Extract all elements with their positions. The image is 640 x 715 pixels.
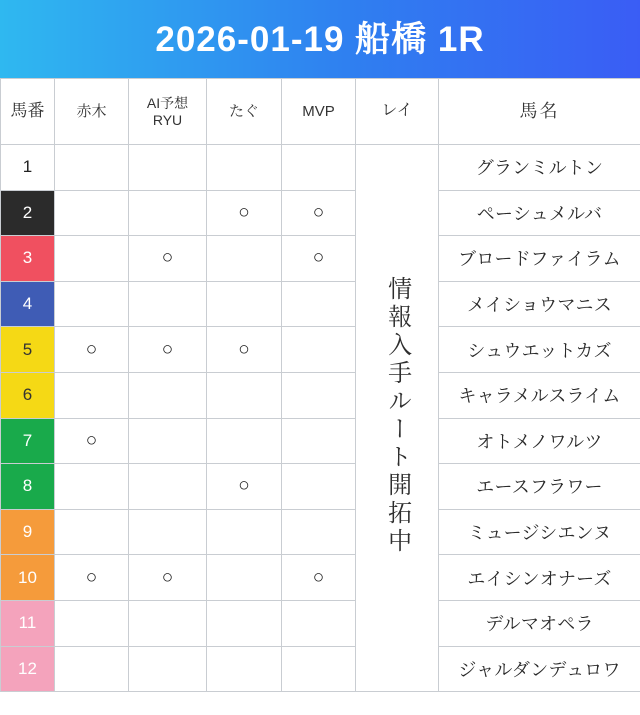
rei-notice-text: 情報入手ルート開拓中: [383, 276, 411, 557]
horse-number-cell: 3: [1, 236, 55, 282]
table-row: [1, 145, 640, 191]
horse-number-cell: 11: [1, 600, 55, 646]
table-row: [1, 464, 640, 510]
horse-name-cell: デルマオペラ: [439, 600, 640, 646]
table-row: [1, 327, 640, 373]
ai-ryu-mark-cell: [129, 646, 207, 692]
table-body: [1, 145, 640, 692]
column-horse-name: [439, 79, 640, 145]
horse-number-cell: 7: [1, 418, 55, 464]
mvp-mark-cell: [282, 646, 356, 692]
akagi-mark-cell: [55, 372, 129, 418]
tagu-mark-cell: [207, 418, 282, 464]
table-row: [1, 555, 640, 601]
mvp-mark-cell: [282, 509, 356, 555]
horse-number-cell: 10: [1, 555, 55, 601]
column-tagu: [207, 79, 282, 145]
column-akagi-label: 赤木: [76, 102, 107, 120]
mvp-mark-cell: [282, 327, 356, 373]
horse-name-cell: ペーシュメルバ: [439, 190, 640, 236]
horse-number-cell: 12: [1, 646, 55, 692]
ai-ryu-mark-cell: [129, 372, 207, 418]
horse-name-cell: グランミルトン: [439, 145, 640, 191]
rei-notice-cell: [356, 145, 439, 692]
table-row: [1, 600, 640, 646]
horse-number-cell: 8: [1, 464, 55, 510]
ai-ryu-mark-cell: ○: [129, 236, 207, 282]
mvp-mark-cell: [282, 372, 356, 418]
table-row: [1, 236, 640, 282]
table-row: [1, 190, 640, 236]
tagu-mark-cell: [207, 236, 282, 282]
table-row: [1, 372, 640, 418]
horse-name-cell: ブロードファイラム: [439, 236, 640, 282]
ai-ryu-mark-cell: [129, 418, 207, 464]
tagu-mark-cell: [207, 600, 282, 646]
akagi-mark-cell: [55, 281, 129, 327]
akagi-mark-cell: [55, 509, 129, 555]
tagu-mark-cell: [207, 372, 282, 418]
mvp-mark-cell: ○: [282, 190, 356, 236]
column-mvp-label: MVP: [302, 102, 335, 120]
akagi-mark-cell: ○: [55, 418, 129, 464]
ai-ryu-mark-cell: [129, 600, 207, 646]
ai-ryu-mark-cell: [129, 190, 207, 236]
horse-name-cell: キャラメルスライム: [439, 372, 640, 418]
mvp-mark-cell: [282, 464, 356, 510]
akagi-mark-cell: ○: [55, 327, 129, 373]
ai-ryu-mark-cell: [129, 145, 207, 191]
column-horse-name-label: 馬名: [519, 101, 560, 122]
column-rei-label: レイ: [381, 102, 413, 120]
horse-number-cell: 1: [1, 145, 55, 191]
table-row: [1, 646, 640, 692]
akagi-mark-cell: [55, 190, 129, 236]
tagu-mark-cell: [207, 555, 282, 601]
ai-ryu-mark-cell: [129, 509, 207, 555]
akagi-mark-cell: [55, 464, 129, 510]
tagu-mark-cell: ○: [207, 464, 282, 510]
tagu-mark-cell: ○: [207, 190, 282, 236]
column-horse-number: [1, 79, 55, 145]
horse-number-cell: 5: [1, 327, 55, 373]
tagu-mark-cell: [207, 509, 282, 555]
akagi-mark-cell: [55, 600, 129, 646]
ai-ryu-mark-cell: ○: [129, 555, 207, 601]
akagi-mark-cell: [55, 646, 129, 692]
column-mvp: [282, 79, 356, 145]
horse-name-cell: オトメノワルツ: [439, 418, 640, 464]
page-title: 2026-01-19 船橋 1R: [155, 19, 485, 59]
table-header-row: [1, 79, 640, 145]
prediction-table: [0, 78, 640, 692]
horse-name-cell: メイショウマニス: [439, 281, 640, 327]
akagi-mark-cell: [55, 145, 129, 191]
ai-ryu-mark-cell: ○: [129, 327, 207, 373]
table-row: [1, 509, 640, 555]
tagu-mark-cell: ○: [207, 327, 282, 373]
ai-ryu-mark-cell: [129, 281, 207, 327]
column-ai-ryu: [129, 79, 207, 145]
tagu-mark-cell: [207, 145, 282, 191]
table-row: [1, 418, 640, 464]
mvp-mark-cell: [282, 145, 356, 191]
tagu-mark-cell: [207, 646, 282, 692]
table-row: [1, 281, 640, 327]
horse-number-cell: 6: [1, 372, 55, 418]
mvp-mark-cell: ○: [282, 236, 356, 282]
horse-name-cell: ミュージシエンヌ: [439, 509, 640, 555]
horse-name-cell: エースフラワー: [439, 464, 640, 510]
tagu-mark-cell: [207, 281, 282, 327]
mvp-mark-cell: [282, 281, 356, 327]
column-tagu-label: たぐ: [228, 102, 259, 120]
akagi-mark-cell: ○: [55, 555, 129, 601]
mvp-mark-cell: [282, 418, 356, 464]
horse-name-cell: ジャルダンデュロワ: [439, 646, 640, 692]
column-akagi: [55, 79, 129, 145]
ai-ryu-mark-cell: [129, 464, 207, 510]
page-header: [0, 0, 640, 78]
column-ai-ryu-label-line2: RYU: [152, 111, 183, 128]
horse-name-cell: エイシンオナーズ: [439, 555, 640, 601]
column-horse-number-label: 馬番: [10, 101, 45, 121]
horse-name-cell: シュウエットカズ: [439, 327, 640, 373]
akagi-mark-cell: [55, 236, 129, 282]
horse-number-cell: 4: [1, 281, 55, 327]
mvp-mark-cell: ○: [282, 555, 356, 601]
mvp-mark-cell: [282, 600, 356, 646]
column-rei: [356, 79, 439, 145]
column-ai-ryu-label-line1: AI予想: [146, 95, 189, 112]
horse-number-cell: 2: [1, 190, 55, 236]
horse-number-cell: 9: [1, 509, 55, 555]
